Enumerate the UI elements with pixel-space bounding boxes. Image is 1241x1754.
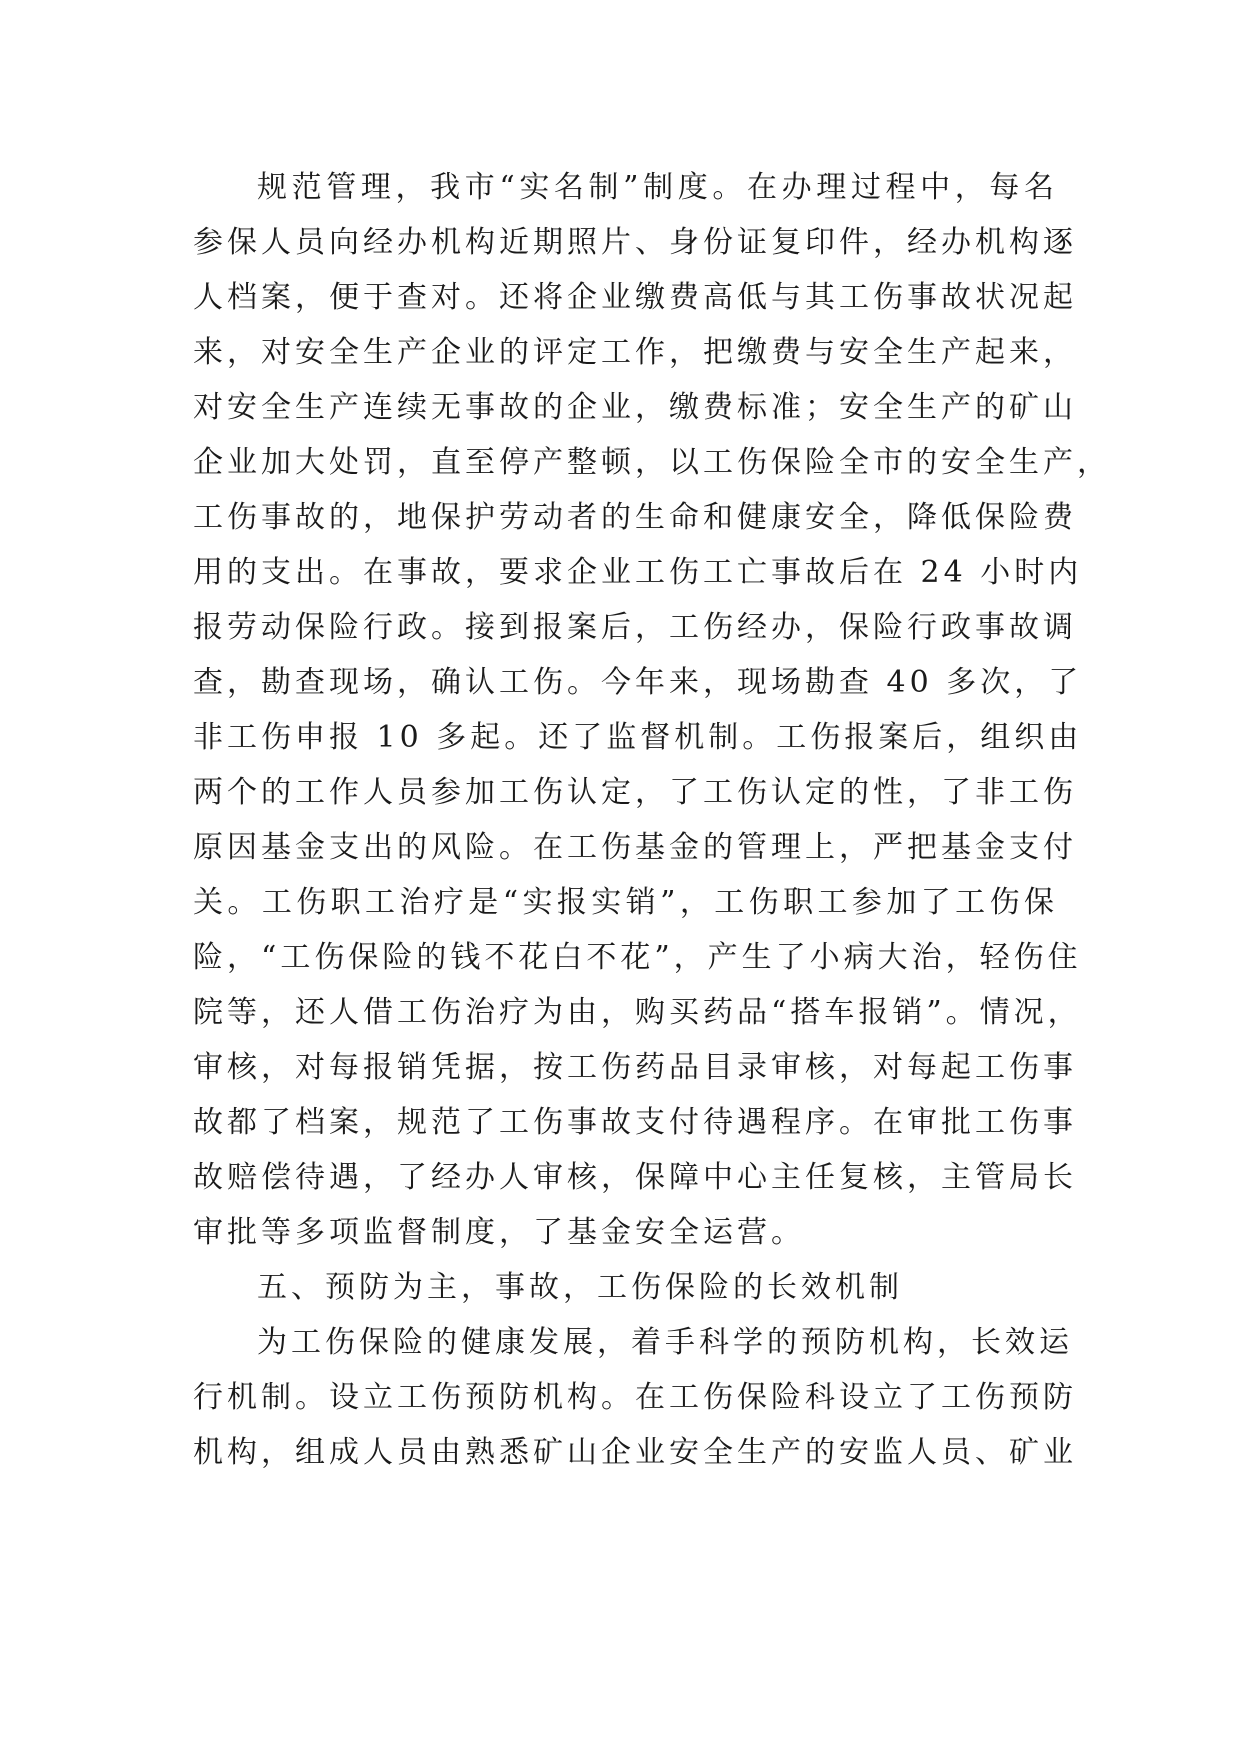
text-line: 查，勘查现场，确认工伤。今年来，现场勘查 40 多次，了 — [193, 665, 1083, 700]
text-line: 人档案，便于查对。还将企业缴费高低与其工伤事故状况起 — [193, 280, 1077, 315]
text-line: 险，“工伤保险的钱不花白不花”，产生了小病大治，轻伤住 — [193, 940, 1082, 975]
text-line: 故都了档案，规范了工伤事故支付待遇程序。在审批工伤事 — [193, 1105, 1077, 1140]
text-line: 报劳动保险行政。接到报案后，工伤经办，保险行政事故调 — [193, 610, 1077, 645]
text-line: 审核，对每报销凭据，按工伤药品目录审核，对每起工伤事 — [193, 1050, 1077, 1085]
paragraph-supervision — [193, 160, 1111, 1260]
text-line: 参保人员向经办机构近期照片、身份证复印件，经办机构逐 — [193, 225, 1077, 260]
text-line: 审批等多项监督制度，了基金安全运营。 — [193, 1215, 805, 1250]
text-line: 用的支出。在事故，要求企业工伤工亡事故后在 24 小时内 — [193, 555, 1083, 590]
section-heading — [193, 1260, 1058, 1315]
text-line: 来，对安全生产企业的评定工作，把缴费与安全生产起来， — [193, 335, 1077, 370]
text-line: 企业加大处罚，直至停产整顿，以工伤保险全市的安全生产， — [193, 445, 1111, 480]
text-line: 两个的工作人员参加工伤认定，了工伤认定的性，了非工伤 — [193, 775, 1077, 810]
text-line: 非工伤申报 10 多起。还了监督机制。工伤报案后，组织由 — [193, 720, 1083, 755]
text-line: 故赔偿待遇，了经办人审核，保障中心主任复核，主管局长 — [193, 1160, 1077, 1195]
heading-line: 五、预防为主，事故，工伤保险的长效机制 — [257, 1270, 903, 1305]
text-line: 规范管理，我市“实名制”制度。在办理过程中，每名 — [257, 170, 1058, 205]
text-line: 工伤事故的，地保护劳动者的生命和健康安全，降低保险费 — [193, 500, 1077, 535]
text-line: 机构，组成人员由熟悉矿山企业安全生产的安监人员、矿业 — [193, 1435, 1077, 1470]
text-line: 行机制。设立工伤预防机构。在工伤保险科设立了工伤预防 — [193, 1380, 1077, 1415]
text-line: 为工伤保险的健康发展，着手科学的预防机构，长效运 — [257, 1325, 1073, 1360]
text-line: 原因基金支出的风险。在工伤基金的管理上，严把基金支付 — [193, 830, 1077, 865]
document-body — [193, 160, 1111, 1480]
text-line: 院等，还人借工伤治疗为由，购买药品“搭车报销”。情况， — [193, 995, 1082, 1030]
text-line: 对安全生产连续无事故的企业，缴费标准；安全生产的矿山 — [193, 390, 1077, 425]
text-line: 关。工伤职工治疗是“实报实销”，工伤职工参加了工伤保 — [193, 885, 1058, 920]
paragraph-prevention — [193, 1315, 1077, 1480]
